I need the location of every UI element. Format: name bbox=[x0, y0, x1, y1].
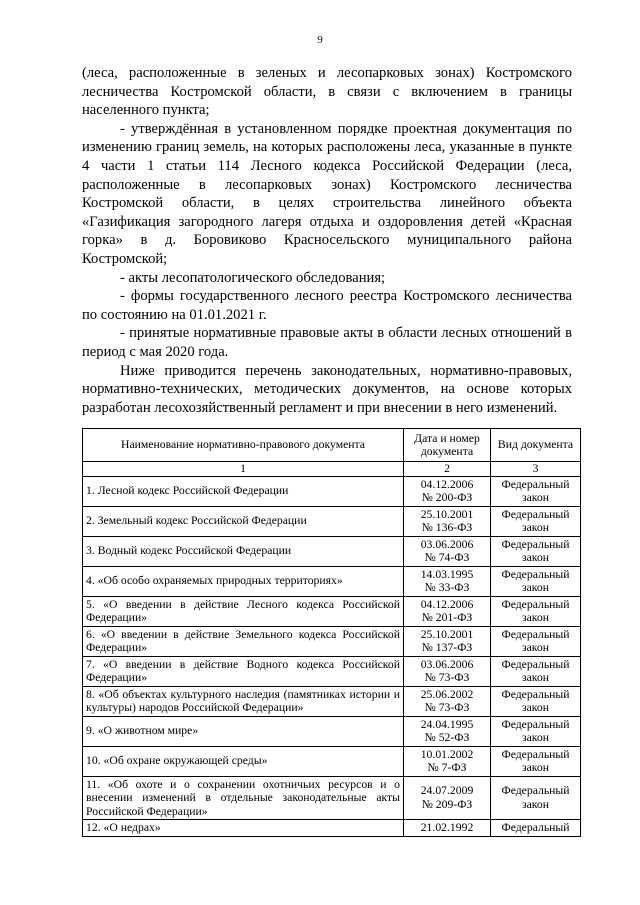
table-body bbox=[83, 476, 581, 836]
column-header-date: Дата и номер документа bbox=[404, 429, 491, 462]
document-name: 12. «О недрах» bbox=[83, 820, 404, 837]
document-kind: Федеральный закон bbox=[491, 506, 581, 536]
document-date-number bbox=[404, 746, 491, 776]
document-date: 21.02.1992 bbox=[420, 821, 474, 834]
document-name: 1. Лесной кодекс Российской Федерации bbox=[83, 476, 404, 506]
table-row bbox=[83, 656, 581, 686]
page-number: 9 bbox=[317, 34, 323, 46]
document-date-number bbox=[404, 820, 491, 837]
document-kind: Федеральный закон bbox=[491, 566, 581, 596]
document-kind: Федеральный bbox=[491, 820, 581, 837]
table-row bbox=[83, 686, 581, 716]
document-date-number bbox=[404, 716, 491, 746]
document-kind: Федеральный закон bbox=[491, 746, 581, 776]
table-row bbox=[83, 536, 581, 566]
document-name: 8. «Об объектах культурного наследия (памятниках истории и культуры) народов Российской Федерации» bbox=[83, 686, 404, 716]
paragraph: Ниже приводится перечень законодательных, нормативно-правовых, нормативно-технических, методических документов, на основе которых разработан лесохозяйственный регламент и при внесении в него изменений. bbox=[82, 362, 572, 416]
body-text bbox=[82, 64, 572, 417]
document-number: № 52-ФЗ bbox=[424, 731, 470, 744]
column-header-kind: Вид документа bbox=[491, 429, 581, 462]
document-date-number bbox=[404, 536, 491, 566]
table-row bbox=[83, 776, 581, 820]
table-row bbox=[83, 626, 581, 656]
document-number: № 73-ФЗ bbox=[424, 701, 470, 714]
document-number: № 137-ФЗ bbox=[421, 641, 473, 654]
document-kind: Федеральный закон bbox=[491, 596, 581, 626]
document-date-number bbox=[404, 686, 491, 716]
paragraph: - формы государственного лесного реестра Костромского лесничества по состоянию на 01.01.2021 г. bbox=[82, 288, 572, 323]
document-name: 5. «О введении в действие Лесного кодекса Российской Федерации» bbox=[83, 596, 404, 626]
document-name: 6. «О введении в действие Земельного кодекса Российской Федерации» bbox=[83, 626, 404, 656]
table-row bbox=[83, 506, 581, 536]
document-number: № 201-ФЗ bbox=[421, 611, 473, 624]
document-number: № 136-ФЗ bbox=[421, 521, 473, 534]
document-kind: Федеральный закон bbox=[491, 656, 581, 686]
document-number: № 209-ФЗ bbox=[421, 797, 473, 811]
document-name: 7. «О введении в действие Водного кодекса Российской Федерации» bbox=[83, 656, 404, 686]
document-name: 11. «Об охоте и о сохранении охотничьих ресурсов и о внесении изменений в отдельные законодательные акты Российской Федерации» bbox=[83, 776, 404, 820]
document-name: 4. «Об особо охраняемых природных территориях» bbox=[83, 566, 404, 596]
table-row bbox=[83, 596, 581, 626]
column-number: 2 bbox=[404, 462, 491, 477]
document-date: 14.03.1995 bbox=[420, 567, 474, 581]
document-date-number bbox=[404, 626, 491, 656]
table-row bbox=[83, 716, 581, 746]
document-date: 24.07.2009 bbox=[420, 784, 474, 798]
document-number: № 200-ФЗ bbox=[421, 491, 473, 504]
document-kind: Федеральный закон bbox=[491, 776, 581, 820]
paragraph: - утверждённая в установленном порядке проектная документация по изменению границ земель, на которых расположены леса, указанные в пункте 4 части 1 статьи 114 Лесного кодекса Российской Федерации (леса, расположенные в лесопарковых зонах) Костромского лесничества Костромской области, в целях строительства линейного объекта «Газификация загородного лагеря отдыха и оздоровления детей «Красная горка» в д. Боровиково Красносельского муниципального района Костромской; bbox=[82, 120, 572, 267]
document-kind: Федеральный закон bbox=[491, 536, 581, 566]
document-date: 04.12.2006 bbox=[420, 597, 474, 611]
document-date: 24.04.1995 bbox=[420, 717, 474, 731]
document-date: 25.10.2001 bbox=[420, 627, 474, 641]
column-number: 3 bbox=[491, 462, 581, 477]
document-kind: Федеральный закон bbox=[491, 626, 581, 656]
paragraph: (леса, расположенные в зеленых и лесопарковых зонах) Костромского лесничества Костромской области, в связи с включением в границы населенного пункта; bbox=[82, 65, 572, 119]
document-date-number bbox=[404, 476, 491, 506]
document-name: 9. «О животном мире» bbox=[83, 716, 404, 746]
document-kind: Федеральный закон bbox=[491, 716, 581, 746]
document-kind: Федеральный закон bbox=[491, 476, 581, 506]
document-kind: Федеральный закон bbox=[491, 686, 581, 716]
document-number: № 33-ФЗ bbox=[424, 581, 470, 594]
document-number: № 73-ФЗ bbox=[424, 671, 470, 684]
document-number: № 74-ФЗ bbox=[424, 551, 470, 564]
document-date: 03.06.2006 bbox=[420, 537, 474, 551]
document-date-number bbox=[404, 566, 491, 596]
document-date-number bbox=[404, 776, 491, 820]
paragraph: - принятые нормативные правовые акты в области лесных отношений в период с мая 2020 года. bbox=[82, 325, 572, 360]
document-date-number bbox=[404, 596, 491, 626]
table-row bbox=[83, 820, 581, 837]
document-date: 25.10.2001 bbox=[420, 507, 474, 521]
column-number-row bbox=[83, 462, 581, 477]
table-row bbox=[83, 566, 581, 596]
column-header-name: Наименование нормативно-правового документа bbox=[83, 429, 404, 462]
document-date: 04.12.2006 bbox=[420, 477, 474, 491]
paragraph: - акты лесопатологического обследования; bbox=[120, 269, 386, 286]
table-row bbox=[83, 746, 581, 776]
document-date-number bbox=[404, 656, 491, 686]
document-name: 2. Земельный кодекс Российской Федерации bbox=[83, 506, 404, 536]
document-date: 25.06.2002 bbox=[420, 687, 474, 701]
column-number: 1 bbox=[83, 462, 404, 477]
document-date: 03.06.2006 bbox=[420, 657, 474, 671]
document-name: 10. «Об охране окружающей среды» bbox=[83, 746, 404, 776]
documents-table bbox=[82, 428, 581, 837]
table-row bbox=[83, 476, 581, 506]
document-date-number bbox=[404, 506, 491, 536]
table-header-row bbox=[83, 429, 581, 462]
document-number: № 7-ФЗ bbox=[427, 761, 467, 774]
document-name: 3. Водный кодекс Российской Федерации bbox=[83, 536, 404, 566]
document-date: 10.01.2002 bbox=[420, 747, 474, 761]
